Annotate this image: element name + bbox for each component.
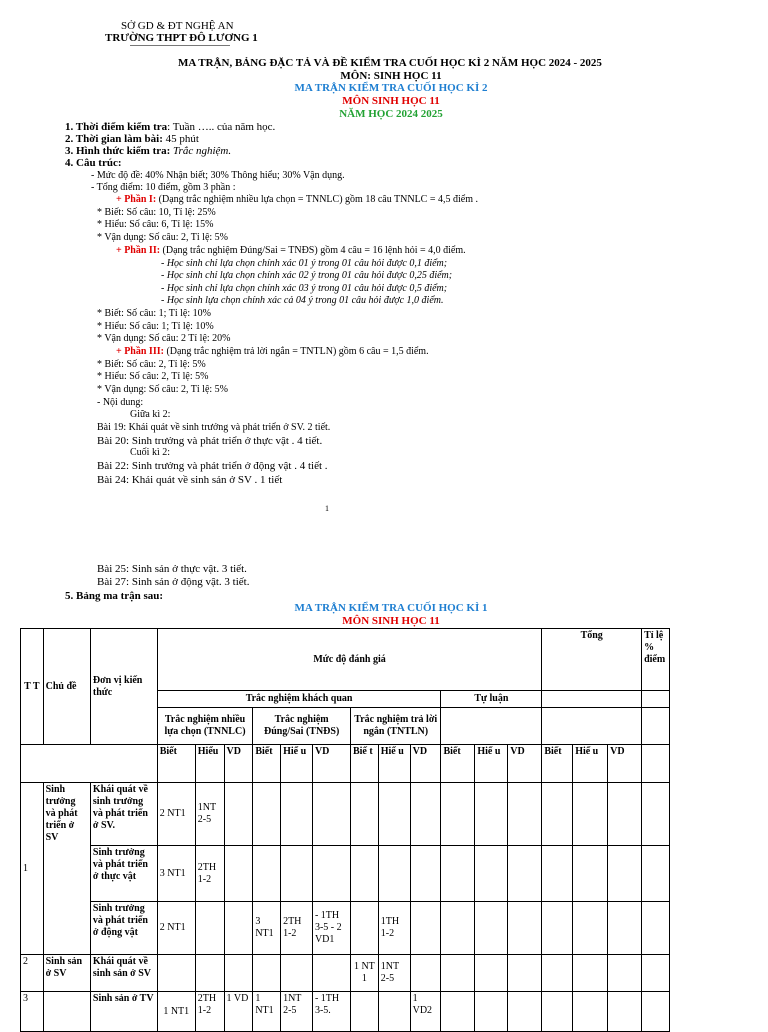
part-3-text: (Dạng trắc nghiệm trả lời ngắn = TNTLN) gồm 6 câu = 1,5 điểm. <box>163 346 429 357</box>
mid-term-label: Giữa kì 2: <box>130 409 171 420</box>
section-1 <box>65 121 275 134</box>
level-know: Biết <box>542 745 573 783</box>
section-1-value: : Tuần ….. của năm học. <box>167 121 276 133</box>
part-2-rule-3: - Học sinh chỉ lựa chọn chính xác 03 ý trong 01 câu hỏi được 0,5 điểm; <box>161 283 448 294</box>
lesson-20: Bài 20: Sinh trưởng và phát triển ở thực vật . 4 tiết. <box>97 435 323 447</box>
row-3-tnnlc-know: 1 NT1 <box>157 992 195 1032</box>
header-total: Tổng <box>542 629 642 691</box>
header-total-empty <box>542 691 642 708</box>
part-2-label: + Phần II: <box>116 245 161 256</box>
row-3-tnds-apply: - 1TH 3-5. <box>312 992 350 1032</box>
row-3-tnds-know: 1 NT1 <box>253 992 281 1032</box>
level-apply: VD <box>508 745 542 783</box>
part-1-apply: * Vận dụng: Số câu: 2, Tỉ lệ: 5% <box>97 232 229 243</box>
table-title: MA TRẬN KIỂM TRA CUỐI HỌC KÌ 1 <box>294 602 488 614</box>
row-3-tnds-understand: 1NT 2-5 <box>281 992 313 1032</box>
part-1-understand: * Hiểu: Số câu: 6, Tỉ lệ: 15% <box>97 219 214 230</box>
part-2-rule-1: - Học sinh chỉ lựa chọn chính xác 01 ý trong 01 câu hỏi được 0,1 điểm; <box>161 258 448 269</box>
matrix-table <box>20 628 670 1032</box>
row-2-tntln-understand: 1NT 2-5 <box>378 955 410 992</box>
header-objective: Trắc nghiệm khách quan <box>157 691 441 708</box>
part-1-text: (Dạng trắc nghiệm nhiều lựa chọn = TNNLC) gồm 18 câu TNNLC = 4,5 điểm . <box>156 194 478 205</box>
row-1c-tntln-understand: 1TH 1-2 <box>378 902 410 955</box>
part-1-label: + Phần I: <box>116 194 157 205</box>
total-line: - Tổng điểm: 10 điểm, gồm 3 phần : <box>91 182 236 193</box>
part-3-know: * Biết: Số câu: 2, Tỉ lệ: 5% <box>97 359 206 370</box>
difficulty-line: - Mức độ đề: 40% Nhận biết; 30% Thông hiểu; 30% Vận dụng. <box>91 170 345 181</box>
header-percent-empty <box>642 691 670 708</box>
subject-title: MÔN: SINH HỌC 11 <box>340 70 442 82</box>
row-2-number: 2 <box>21 955 44 992</box>
header-underline <box>130 45 230 46</box>
lesson-24: Bài 24: Khái quát về sinh sản ở SV . 1 tiết <box>97 474 283 486</box>
part-1-know: * Biết: Số câu: 10, Tỉ lệ: 25% <box>97 207 216 218</box>
row-1a-tnnlc-know: 2 NT1 <box>157 783 195 846</box>
level-know: Biết <box>441 745 475 783</box>
section-3-value: Trắc nghiệm. <box>170 145 232 157</box>
section-5: 5. Bảng ma trận sau: <box>65 590 164 602</box>
part-3-label: + Phần III: <box>116 346 164 357</box>
section-2 <box>65 133 199 146</box>
part-2-know: * Biết: Số câu: 1; Tỉ lệ: 10% <box>97 308 211 319</box>
level-apply: VD <box>410 745 441 783</box>
row-1-number: 1 <box>21 783 44 955</box>
level-empty <box>642 745 670 783</box>
end-term-label: Cuối kì 2: <box>130 447 171 458</box>
header-essay: Tự luận <box>441 691 542 708</box>
matrix-subject: MÔN SINH HỌC 11 <box>342 95 440 107</box>
row-1b-tnnlc-know: 3 NT1 <box>157 846 195 902</box>
part-3-apply: * Vận dụng: Số câu: 2, Tỉ lệ: 5% <box>97 384 229 395</box>
section-1-label: 1. Thời điểm kiểm tra <box>65 121 168 133</box>
row-1c-tnnlc-know: 2 NT1 <box>157 902 195 955</box>
level-understand: Hiể u <box>475 745 508 783</box>
department-name: SỞ GD & ĐT NGHỆ AN <box>121 20 234 32</box>
header-percent-empty-2 <box>642 708 670 745</box>
level-apply: VD <box>312 745 350 783</box>
lesson-25: Bài 25: Sinh sản ở thực vật. 3 tiết. <box>97 563 247 575</box>
row-1-topic: Sinh trưởng và phát triển ở SV <box>43 783 90 955</box>
level-know: Biết <box>157 745 195 783</box>
lesson-27: Bài 27: Sinh sản ở động vật. 3 tiết. <box>97 576 250 588</box>
row-1a-unit: Khái quát về sinh trưởng và phát triển ở SV. <box>90 783 157 846</box>
level-know: Biế t <box>350 745 378 783</box>
section-3-label: 3. Hình thức kiểm tra: <box>65 145 171 157</box>
part-1-line <box>116 194 478 207</box>
level-understand: Hiể u <box>573 745 608 783</box>
level-apply: VD <box>224 745 253 783</box>
part-2-understand: * Hiểu: Số câu: 1; Tỉ lệ: 10% <box>97 321 214 332</box>
row-3-tnnlc-apply: 1 VD <box>224 992 253 1032</box>
row-2-topic: Sinh sản ở SV <box>43 955 90 992</box>
header-tnds: Trắc nghiệm Đúng/Sai (TNĐS) <box>253 708 351 745</box>
header-essay-empty <box>441 708 542 745</box>
row-3-unit: Sinh sản ở TV <box>90 992 157 1032</box>
table-subject: MÔN SINH HỌC 11 <box>342 615 440 627</box>
header-tntln: Trắc nghiệm trả lời ngắn (TNTLN) <box>350 708 440 745</box>
lesson-22: Bài 22: Sinh trưởng và phát triển ở động vật . 4 tiết . <box>97 460 328 472</box>
main-title: MA TRẬN, BẢNG ĐẶC TẢ VÀ ĐỀ KIỂM TRA CUỐI HỌC KÌ 2 NĂM HỌC 2024 - 2025 <box>178 57 602 69</box>
row-2-tntln-know: 1 NT 1 <box>350 955 378 992</box>
part-3-line <box>116 346 429 359</box>
row-1a-tnnlc-understand: 1NT 2-5 <box>195 783 224 846</box>
page-number: 1 <box>325 504 329 513</box>
lesson-19: Bài 19: Khái quát về sinh trưởng và phát triển ở SV. 2 tiết. <box>97 422 331 433</box>
row-3-topic <box>43 992 90 1032</box>
header-tnnlc: Trắc nghiệm nhiều lựa chọn (TNNLC) <box>157 708 253 745</box>
part-2-rule-4: - Học sinh lựa chọn chính xác cả 04 ý trong 01 câu hỏi được 1,0 điểm. <box>161 295 444 306</box>
section-2-label: 2. Thời gian làm bài: <box>65 133 163 145</box>
row-3-tnnlc-understand: 2TH 1-2 <box>195 992 224 1032</box>
part-2-apply: * Vận dụng: Số câu: 2 Tỉ lệ: 20% <box>97 333 231 344</box>
section-4-label: 4. Câu trúc: <box>65 157 122 169</box>
row-1b-unit: Sinh trưởng và phát triển ở thực vật <box>90 846 157 902</box>
header-tt: T T <box>21 629 44 745</box>
row-3-number: 3 <box>21 992 44 1032</box>
row-1c-tnds-know: 3 NT1 <box>253 902 281 955</box>
part-3-understand: * Hiểu: Số câu: 2, Tỉ lệ: 5% <box>97 371 209 382</box>
level-know: Biết <box>253 745 281 783</box>
row-1b-tnnlc-understand: 2TH 1-2 <box>195 846 224 902</box>
section-3 <box>65 145 231 158</box>
part-2-rule-2: - Học sinh chỉ lựa chọn chính xác 02 ý trong 01 câu hỏi được 0,25 điểm; <box>161 270 453 281</box>
header-knowledge-unit: Đơn vị kiến thức <box>90 629 157 745</box>
header-percent: Tỉ lệ % điểm <box>642 629 670 691</box>
school-year: NĂM HỌC 2024 2025 <box>339 108 443 120</box>
header-topic: Chủ đề <box>43 629 90 745</box>
level-understand: Hiể u <box>378 745 410 783</box>
header-assessment-level: Mức độ đánh giá <box>157 629 542 691</box>
row-2-unit: Khái quát về sinh sản ở SV <box>90 955 157 992</box>
level-apply: VD <box>608 745 642 783</box>
header-total-empty-2 <box>542 708 642 745</box>
level-understand: Hiể u <box>281 745 313 783</box>
school-name: TRƯỜNG THPT ĐÔ LƯƠNG 1 <box>105 32 258 44</box>
row-1c-tnds-apply: - 1TH 3-5 - 2 VD1 <box>312 902 350 955</box>
row-1c-tnds-understand: 2TH 1-2 <box>281 902 313 955</box>
matrix-title: MA TRẬN KIỂM TRA CUỐI HỌC KÌ 2 <box>294 82 488 94</box>
part-2-line <box>116 245 466 258</box>
content-label: - Nội dung: <box>97 397 144 408</box>
part-2-text: (Dạng trắc nghiệm Đúng/Sai = TNĐS) gồm 4 câu = 16 lệnh hỏi = 4,0 điểm. <box>160 245 466 256</box>
row-3-tntln-apply: 1 VD2 <box>410 992 441 1032</box>
level-understand: Hiểu <box>195 745 224 783</box>
level-spacer <box>21 745 158 783</box>
row-1c-unit: Sinh trưởng và phát triển ở động vật <box>90 902 157 955</box>
section-2-value: 45 phút <box>162 133 199 145</box>
